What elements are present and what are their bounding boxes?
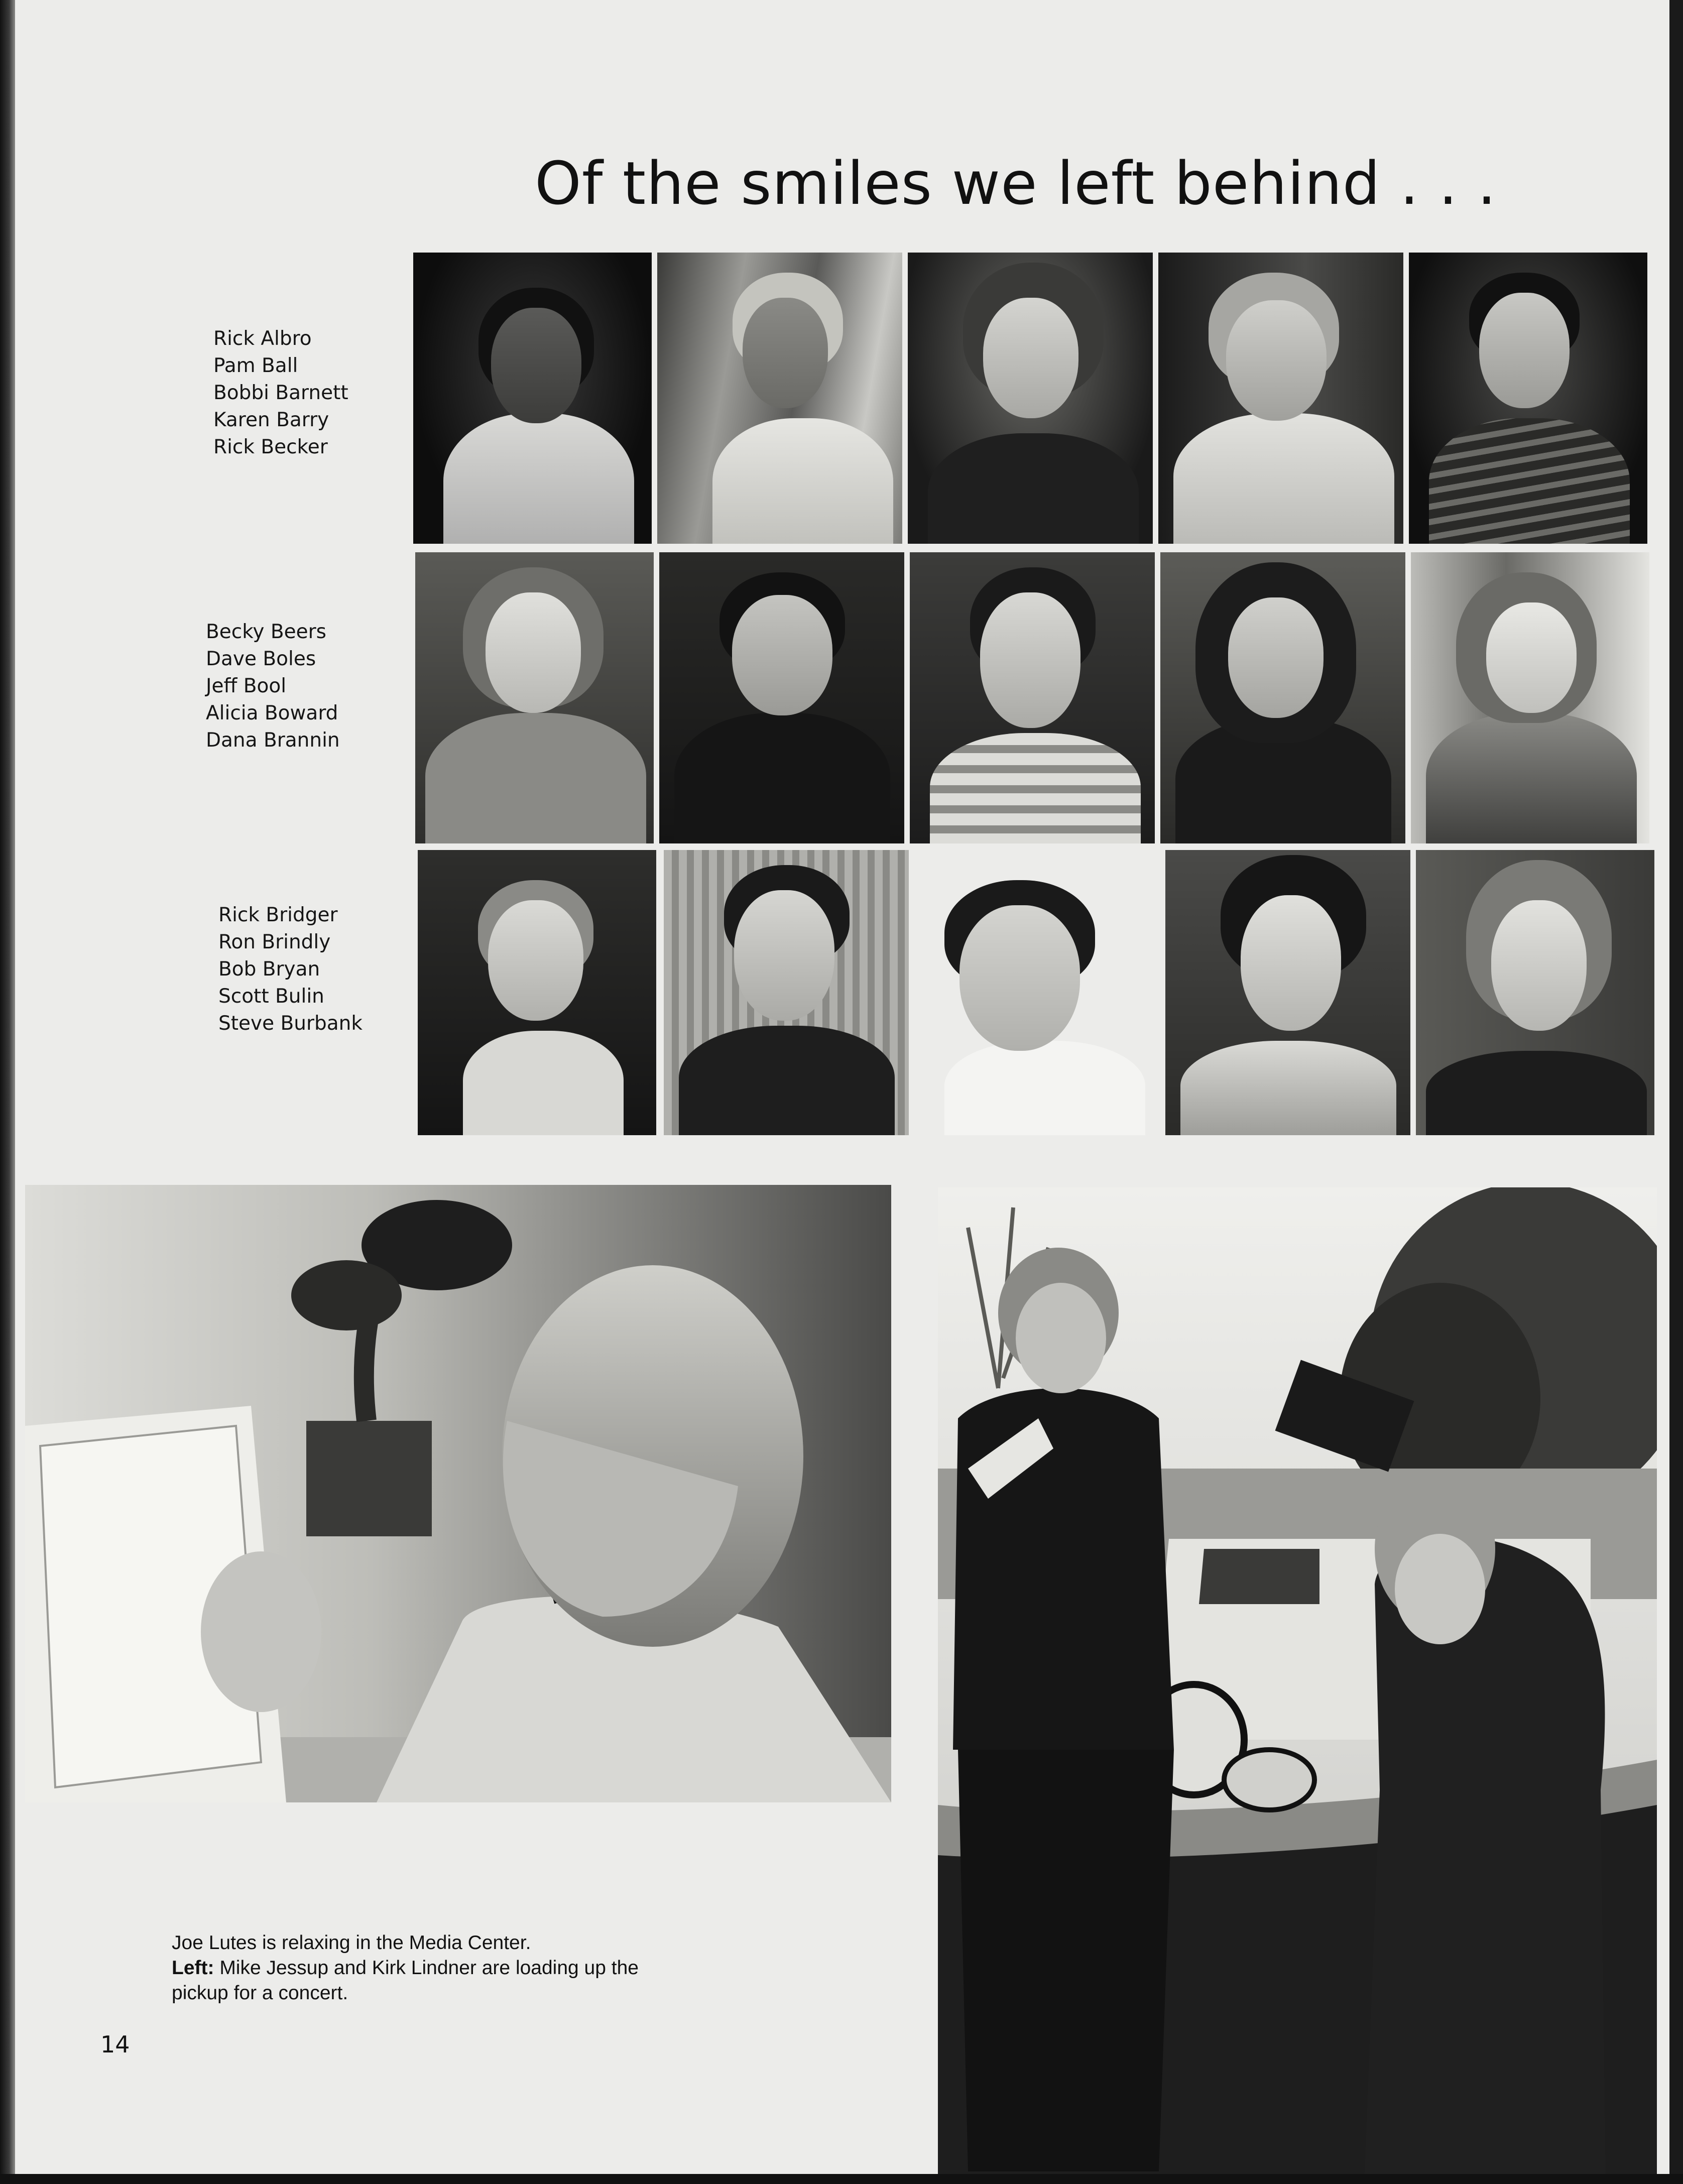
portrait-photo bbox=[659, 552, 904, 843]
name: Jeff Bool bbox=[206, 675, 287, 697]
name-list-row-1 bbox=[213, 325, 348, 461]
portrait-photo bbox=[664, 850, 909, 1135]
portrait-photo bbox=[1160, 552, 1405, 843]
portrait-photo bbox=[1158, 253, 1403, 544]
caption-left-label: Left: bbox=[172, 1957, 214, 1979]
portrait-photo bbox=[1409, 253, 1647, 544]
candid-photo-pickup bbox=[938, 1187, 1657, 2174]
name: Pam Ball bbox=[213, 354, 298, 377]
name: Alicia Boward bbox=[206, 702, 338, 724]
portrait-photo bbox=[910, 552, 1155, 843]
portrait-photo bbox=[415, 552, 654, 843]
portrait-photo bbox=[908, 253, 1153, 544]
page-number: 14 bbox=[100, 2031, 130, 2058]
caption-line-2: Mike Jessup and Kirk Lindner are loading up the pickup for a concert. bbox=[172, 1957, 639, 2004]
name: Becky Beers bbox=[206, 621, 326, 643]
portrait-photo bbox=[418, 850, 656, 1135]
caption-line-1: Joe Lutes is relaxing in the Media Center. bbox=[172, 1932, 531, 1954]
name: Scott Bulin bbox=[218, 985, 324, 1008]
portrait-photo bbox=[1411, 552, 1649, 843]
name: Dave Boles bbox=[206, 648, 316, 670]
name: Rick Bridger bbox=[218, 904, 338, 926]
name: Bobbi Barnett bbox=[213, 382, 348, 404]
name: Rick Becker bbox=[213, 436, 328, 458]
portrait-photo bbox=[1416, 850, 1654, 1135]
name: Dana Brannin bbox=[206, 729, 340, 752]
name: Karen Barry bbox=[213, 409, 329, 431]
portrait-photo bbox=[914, 850, 1159, 1135]
name: Rick Albro bbox=[213, 327, 312, 350]
page-bottom-edge bbox=[0, 2174, 1683, 2184]
name: Steve Burbank bbox=[218, 1012, 363, 1035]
portrait-photo bbox=[657, 253, 902, 544]
candid-photo-reading bbox=[25, 1185, 891, 1802]
portrait-photo bbox=[1165, 850, 1410, 1135]
binding-edge bbox=[0, 0, 15, 2184]
name-list-row-3 bbox=[218, 902, 363, 1037]
portrait-photo bbox=[413, 253, 652, 544]
name: Bob Bryan bbox=[218, 958, 320, 981]
yearbook-page bbox=[15, 0, 1669, 2174]
page-title: Of the smiles we left behind . . . bbox=[535, 149, 1497, 218]
name-list-row-2 bbox=[206, 619, 340, 754]
photo-caption bbox=[172, 1930, 664, 2006]
name: Ron Brindly bbox=[218, 931, 331, 953]
